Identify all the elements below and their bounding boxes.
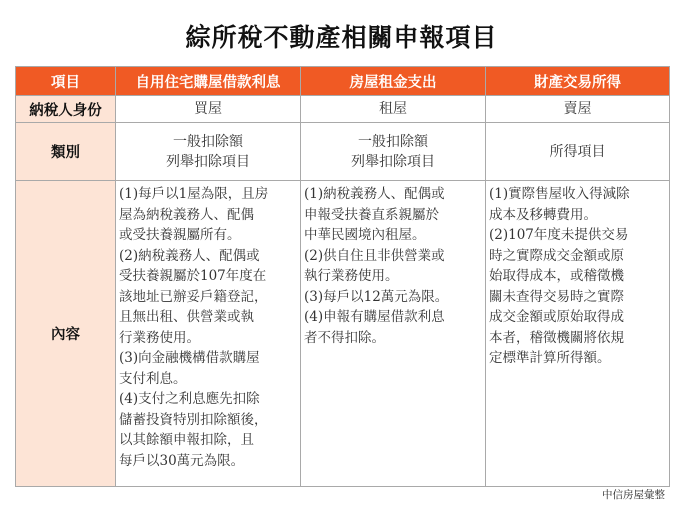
content-line: (3)每戶以12萬元為限。 — [304, 288, 449, 305]
content-line: (2)納稅義務人、配偶或 — [119, 247, 260, 264]
content-line: 成本及移轉費用。 — [489, 206, 597, 223]
category-line: 所得項目 — [549, 143, 606, 160]
content-line: (4)申報有購屋借款利息 — [304, 309, 445, 325]
content-line: (1)納稅義務人、配偶或 — [304, 186, 445, 202]
source-credit: 中信房屋彙整 — [602, 489, 665, 501]
content-line: 且無出租、供營業或執 — [119, 309, 254, 325]
header-property-gain: 財產交易所得 — [486, 67, 670, 96]
content-line: 支付利息。 — [119, 370, 187, 387]
category-label: 類別 — [16, 123, 116, 181]
header-item: 項目 — [16, 67, 116, 96]
content-line: 以其餘額申報扣除，且 — [119, 432, 254, 448]
content-line: (2)供自住且非供營業或 — [304, 247, 445, 264]
category-gain — [486, 123, 670, 181]
content-line: 執行業務使用。 — [304, 268, 399, 284]
category-rent — [301, 123, 486, 181]
content-line: 定標準計算所得額。 — [489, 350, 611, 366]
category-row — [16, 123, 670, 181]
taxpayer-rent: 租屋 — [301, 96, 486, 123]
header-rent-expense: 房屋租金支出 — [301, 67, 486, 96]
content-line: (2)107年度未提供交易 — [489, 227, 629, 243]
content-line: 中華民國境內租屋。 — [304, 227, 426, 243]
content-line: (4)支付之利息應先扣除 — [119, 391, 260, 407]
content-line: (1)每戶以1屋為限，且房 — [119, 186, 269, 202]
page-title: 綜所稅不動產相關申報項目 — [185, 23, 498, 52]
header-mortgage-interest: 自用住宅購屋借款利息 — [116, 67, 301, 96]
content-line: 本者，稽徵機關將依規 — [489, 329, 624, 346]
content-line: 該地址已辦妥戶籍登記， — [119, 288, 268, 305]
category-line: 列舉扣除項目 — [351, 153, 435, 170]
content-line: 者不得扣除。 — [304, 329, 385, 346]
content-line: 或受扶養親屬所有。 — [119, 227, 241, 243]
content-mortgage — [116, 181, 301, 487]
content-line: (3)向金融機構借款購屋 — [119, 350, 260, 366]
category-line: 一般扣除額 — [358, 133, 428, 150]
taxpayer-row — [16, 96, 670, 123]
content-line: 時之實際成交金額或原 — [489, 247, 624, 264]
header-row — [16, 67, 670, 96]
content-label: 內容 — [16, 181, 116, 487]
content-line: 申報受扶養直系親屬於 — [304, 206, 439, 223]
content-line: 屋為納稅義務人、配偶 — [119, 206, 254, 223]
category-line: 一般扣除額 — [173, 133, 243, 150]
content-line: 儲蓄投資特別扣除額後， — [119, 411, 268, 428]
content-line: 成交金額或原始取得成 — [489, 309, 624, 325]
taxpayer-buy: 買屋 — [116, 96, 301, 123]
content-line: 行業務使用。 — [119, 329, 200, 346]
tax-table — [15, 66, 670, 487]
content-gain — [486, 181, 670, 487]
content-row — [16, 181, 670, 487]
content-rent — [301, 181, 486, 487]
content-line: 每戶以30萬元為限。 — [119, 452, 245, 469]
content-line: 關未查得交易時之實際 — [489, 288, 624, 305]
category-mortgage — [116, 123, 301, 181]
category-line: 列舉扣除項目 — [166, 153, 250, 170]
content-line: (1)實際售屋收入得減除 — [489, 186, 630, 202]
taxpayer-label: 納稅人身份 — [16, 96, 116, 123]
content-line: 始取得成本，或稽徵機 — [489, 268, 624, 284]
content-line: 受扶養親屬於107年度在 — [119, 268, 267, 284]
taxpayer-sell: 賣屋 — [486, 96, 670, 123]
